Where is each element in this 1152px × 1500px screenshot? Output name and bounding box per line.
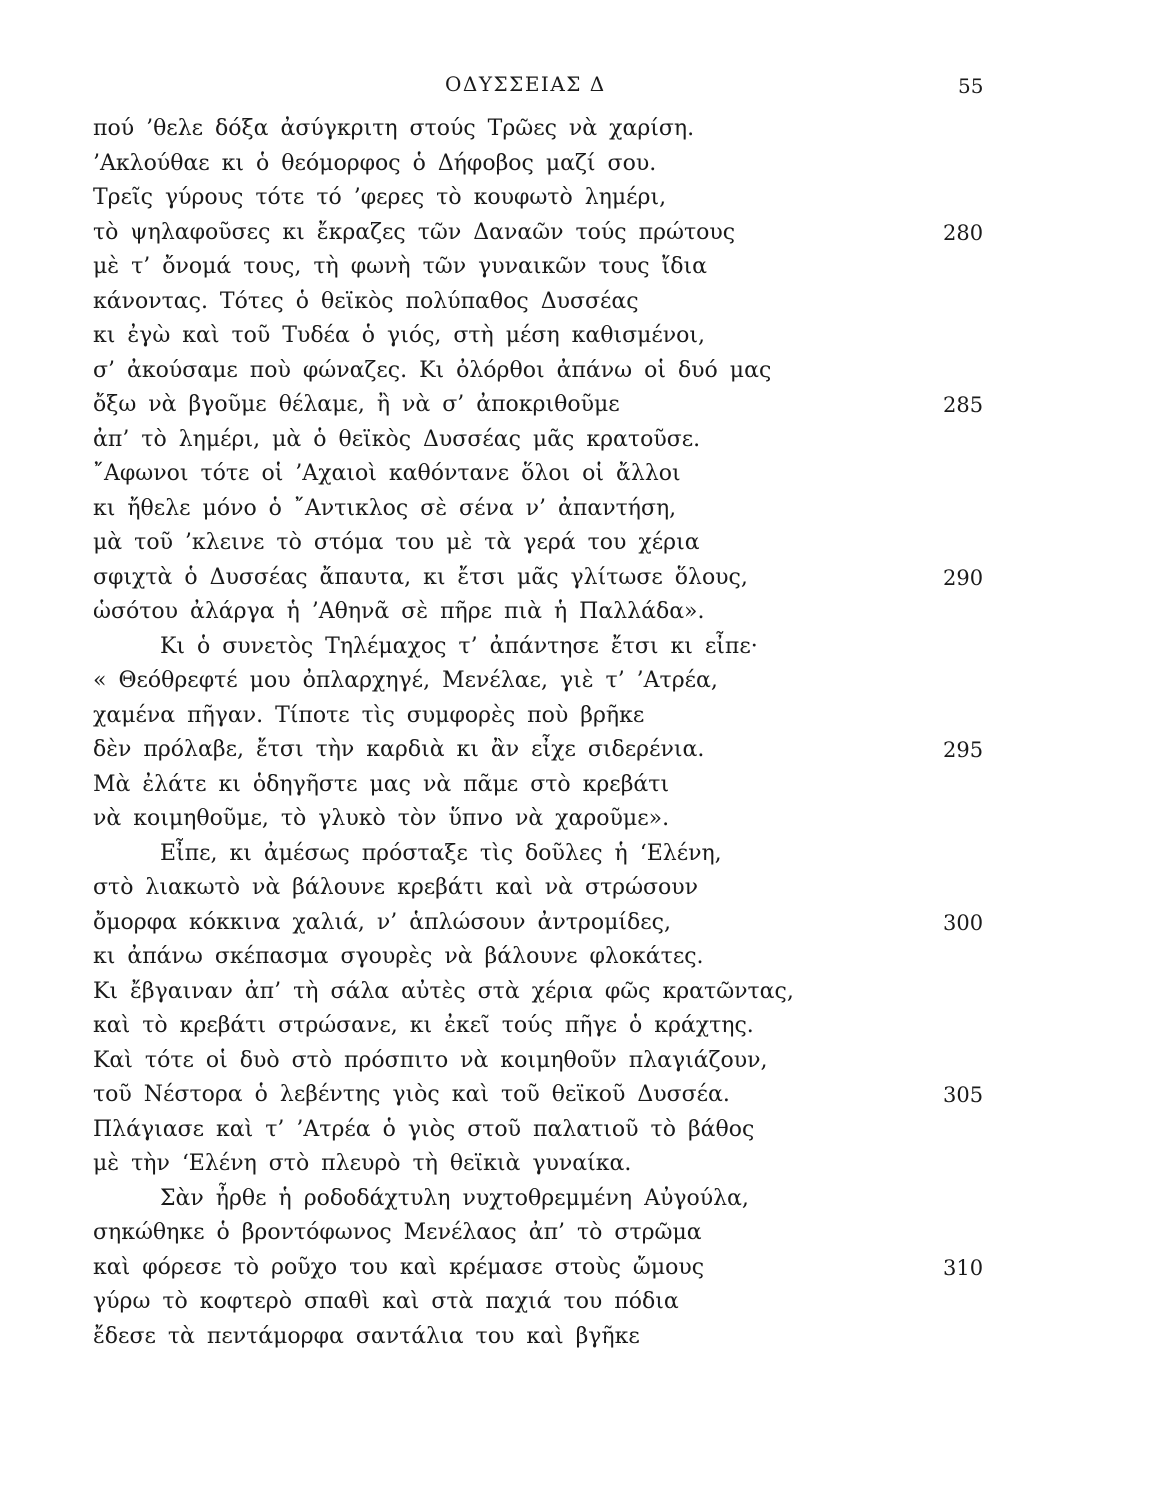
verse-line (0, 768, 1152, 803)
verse-line (0, 1251, 1152, 1286)
verse-text: Κι ὁ συνετὸς Τηλέμαχος τ’ ἀπάντησε ἔτσι κι εἶπε· (160, 633, 758, 659)
line-number: 305 (943, 1083, 984, 1107)
verse-text: ὄξω νὰ βγοῦμε θέλαμε, ἢ νὰ σ’ ἀποκριθοῦμε (93, 392, 620, 417)
verse-text: ἀπ’ τὸ λημέρι, μὰ ὁ θεϊκὸς Δυσσέας μᾶς κρατοῦσε. (93, 426, 701, 452)
verse-line (0, 423, 1152, 458)
verse-text: κι ἐγὼ καὶ τοῦ Τυδέα ὁ γιός, στὴ μέση καθισμένοι, (93, 323, 706, 348)
verse-line (0, 1320, 1152, 1355)
line-number: 295 (943, 738, 984, 762)
verse-line (0, 1044, 1152, 1079)
verse-line (0, 1147, 1152, 1182)
verse-text: Μὰ ἐλάτε κι ὁδηγῆστε μας νὰ πᾶμε στὸ κρεβάτι (93, 771, 670, 797)
verse-text: σ’ ἀκούσαμε ποὺ φώναζες. Κι ὀλόρθοι ἀπάνω οἱ δυό μας (93, 357, 772, 383)
verse-text: ῎Αφωνοι τότε οἱ ’Αχαιοὶ καθόντανε ὅλοι οἱ ἄλλοι (93, 461, 681, 486)
verse-line (0, 595, 1152, 630)
verse-text: κάνοντας. Τότες ὁ θεϊκὸς πολύπαθος Δυσσέας (93, 288, 639, 314)
verse-text: μὰ τοῦ ’κλεινε τὸ στόμα του μὲ τὰ γερά του χέρια (93, 530, 700, 555)
verse-text: σηκώθηκε ὁ βροντόφωνος Μενέλαος ἀπ’ τὸ στρῶμα (93, 1220, 702, 1245)
verse-line (0, 216, 1152, 251)
verse-line (0, 699, 1152, 734)
verse-line (0, 1113, 1152, 1148)
verse-line (0, 319, 1152, 354)
verse-text: Κι ἔβγαιναν ἀπ’ τὴ σάλα αὐτὲς στὰ χέρια φῶς κρατῶντας, (93, 978, 794, 1004)
verse-text: ὄμορφα κόκκινα χαλιά, ν’ ἁπλώσουν ἀντρομίδες, (93, 909, 671, 935)
verse-text: σφιχτὰ ὁ Δυσσέας ἄπαυτα, κι ἔτσι μᾶς γλίτωσε ὅλους, (93, 564, 748, 590)
verse-line (0, 940, 1152, 975)
verse-text: Τρεῖς γύρους τότε τό ’φερες τὸ κουφωτὸ λημέρι, (93, 185, 667, 210)
verse-line (0, 147, 1152, 182)
verse-text: Σὰν ἦρθε ἡ ροδοδάχτυλη νυχτοθρεμμένη Αὐγούλα, (160, 1185, 749, 1211)
verse-line (0, 285, 1152, 320)
verse-line (0, 526, 1152, 561)
verse-text: μὲ τ’ ὄνομά τους, τὴ φωνὴ τῶν γυναικῶν τους ἴδια (93, 254, 707, 279)
verse-text: καὶ τὸ κρεβάτι στρώσανε, κι ἐκεῖ τούς πῆγε ὁ κράχτης. (93, 1013, 754, 1038)
verse-line (0, 388, 1152, 423)
verse-line (0, 112, 1152, 147)
verse-line (0, 630, 1152, 665)
verse-text: καὶ φόρεσε τὸ ροῦχο του καὶ κρέμασε στοὺς ὤμους (93, 1254, 705, 1280)
verse-text: τοῦ Νέστορα ὁ λεβέντης γιὸς καὶ τοῦ θεϊκοῦ Δυσσέα. (93, 1082, 730, 1107)
verse-text: Εἶπε, κι ἀμέσως πρόσταξε τὶς δοῦλες ἡ ‘Ελένη, (160, 840, 722, 866)
line-number: 280 (943, 220, 984, 245)
verse-text: νὰ κοιμηθοῦμε, τὸ γλυκὸ τὸν ὕπνο νὰ χαροῦμε». (93, 806, 670, 831)
poem-verses (0, 112, 1152, 1354)
verse-line (0, 250, 1152, 285)
verse-line (0, 802, 1152, 837)
verse-text: στὸ λιακωτὸ νὰ βάλουνε κρεβάτι καὶ νὰ στρώσουν (93, 875, 699, 900)
line-number: 300 (943, 910, 984, 935)
line-number: 290 (943, 565, 984, 590)
verse-line (0, 664, 1152, 699)
running-head-title: ΟΔΥΣΣΕΙΑΣ Δ (445, 72, 606, 96)
verse-line (0, 837, 1152, 872)
verse-text: χαμένα πῆγαν. Τίποτε τὶς συμφορὲς ποὺ βρῆκε (93, 702, 645, 728)
verse-line (0, 561, 1152, 596)
verse-line (0, 1009, 1152, 1044)
verse-line (0, 1078, 1152, 1113)
verse-line (0, 492, 1152, 527)
verse-line (0, 975, 1152, 1010)
verse-line (0, 354, 1152, 389)
verse-line (0, 871, 1152, 906)
verse-text: Καὶ τότε οἱ δυὸ στὸ πρόσπιτο νὰ κοιμηθοῦν πλαγιάζουν, (93, 1047, 768, 1073)
verse-text: κι ἀπάνω σκέπασμα σγουρὲς νὰ βάλουνε φλοκάτες. (93, 944, 704, 969)
verse-line (0, 1216, 1152, 1251)
verse-text: γύρω τὸ κοφτερὸ σπαθὶ καὶ στὰ παχιά του πόδια (93, 1289, 679, 1314)
verse-line (0, 1285, 1152, 1320)
verse-text: τὸ ψηλαφοῦσες κι ἔκραζες τῶν Δαναῶν τούς πρώτους (93, 219, 736, 245)
line-number: 310 (943, 1255, 984, 1280)
verse-text: πού ’θελε δόξα ἀσύγκριτη στούς Τρῶες νὰ χαρίση. (93, 116, 695, 141)
verse-text: ὡσότου ἀλάργα ἡ ’Αθηνᾶ σὲ πῆρε πιὰ ἡ Παλλάδα». (93, 599, 705, 624)
verse-text: δὲν πρόλαβε, ἔτσι τὴν καρδιὰ κι ἂν εἶχε σιδερένια. (93, 737, 705, 762)
verse-line (0, 181, 1152, 216)
verse-line (0, 906, 1152, 941)
verse-text: κι ἤθελε μόνο ὁ ῎Αντικλος σὲ σένα ν’ ἀπαντήση, (93, 495, 677, 521)
page-number: 55 (958, 74, 984, 98)
line-number: 285 (943, 393, 984, 417)
verse-text: ἔδεσε τὰ πεντάμορφα σαντάλια του καὶ βγῆκε (93, 1323, 640, 1349)
verse-text: Πλάγιασε καὶ τ’ ’Ατρέα ὁ γιὸς στοῦ παλατιοῦ τὸ βάθος (93, 1116, 755, 1142)
verse-line (0, 1182, 1152, 1217)
verse-line (0, 733, 1152, 768)
verse-text: μὲ τὴν ‘Ελένη στὸ πλευρὸ τὴ θεϊκιὰ γυναίκα. (93, 1151, 632, 1176)
verse-line (0, 457, 1152, 492)
verse-text: ’Ακλούθαε κι ὁ θεόμορφος ὁ Δήφοβος μαζί σου. (93, 150, 657, 176)
verse-text: « Θεόθρεφτέ μου ὀπλαρχηγέ, Μενέλαε, γιὲ τ’ ’Ατρέα, (93, 668, 718, 693)
